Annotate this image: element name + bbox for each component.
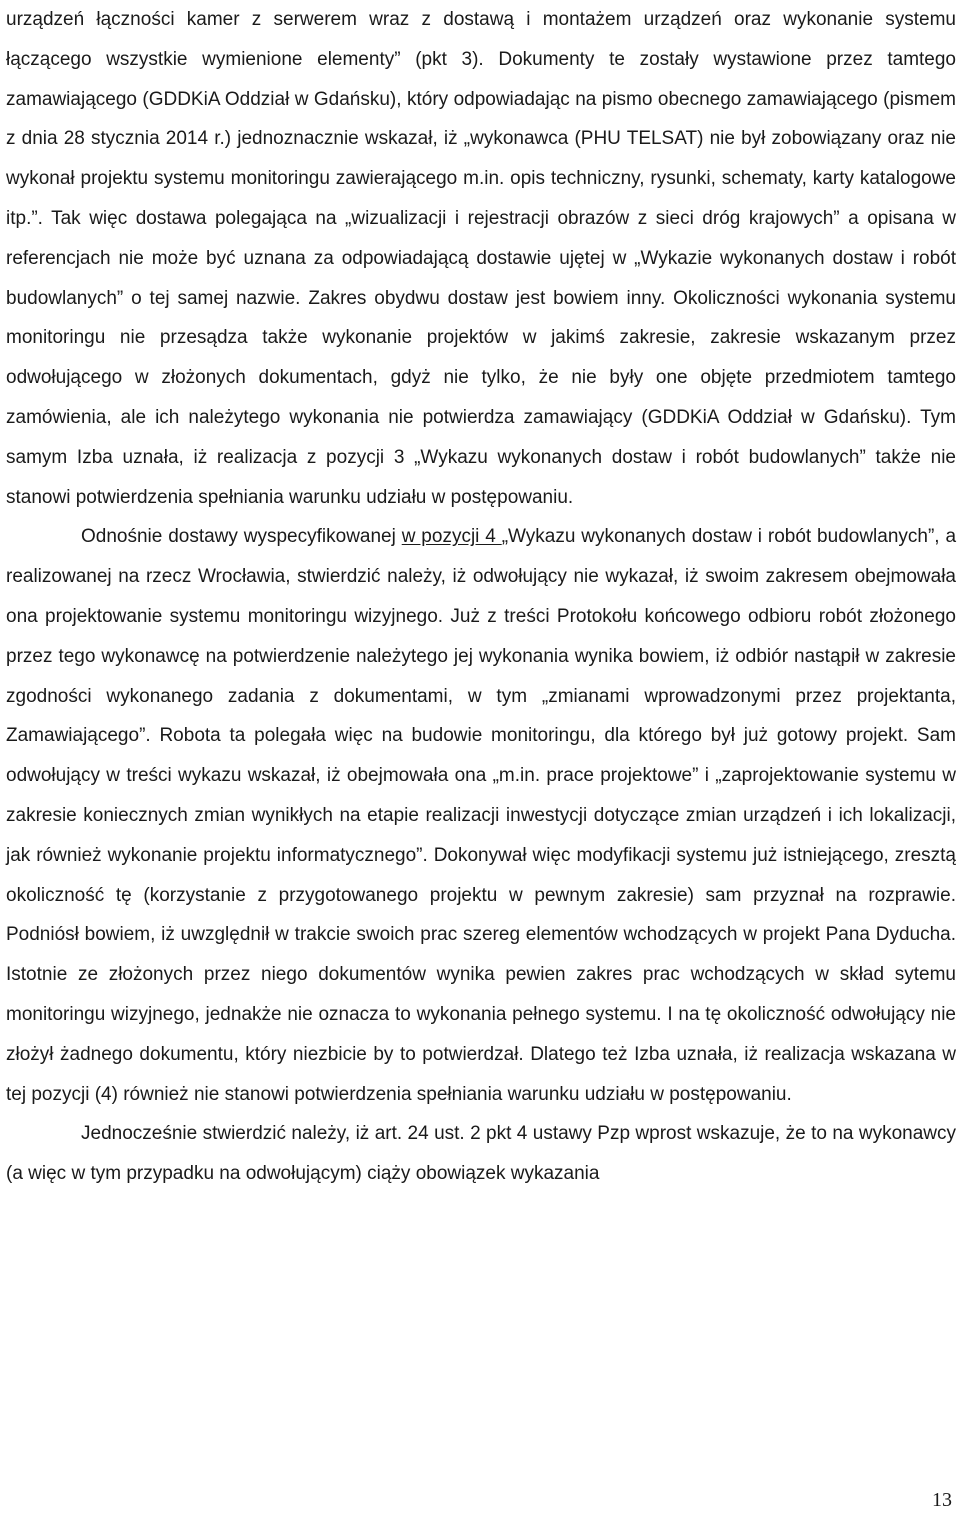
paragraph-3: Jednocześnie stwierdzić należy, iż art. 24 ust. 2 pkt 4 ustawy Pzp wprost wskazuje, że to na wykonawcy (a więc w tym przypadku na odwołującym) ciąży obowiązek wykazania (6, 1123, 956, 1185)
paragraph-1: urządzeń łączności kamer z serwerem wraz z dostawą i montażem urządzeń oraz wykonanie systemu łączącego wszystkie wymienione elementy” (pkt 3). Dokumenty te zostały wystawione przez tamtego zamawiającego (GDDKiA Oddział w Gdańsku), który odpowiadając na pismo obecnego zamawiającego (pismem z dnia 28 stycznia 2014 r.) jednoznacznie wskazał, iż „wykonawca (PHU TELSAT) nie był zobowiązany oraz nie wykonał projektu systemu monitoringu zawierającego m.in. opis techniczny, rysunki, schematy, karty katalogowe itp.”. Tak więc dostawa polegająca na „wizualizacji i rejestracji obrazów z sieci dróg krajowych” a opisana w referencjach nie może być uznana za odpowiadającą dostawie ujętej w „Wykazie wykonanych dostaw i robót budowlanych” o tej samej nazwie. Zakres obydwu dostaw jest bowiem inny. Okoliczności wykonania systemu monitoringu nie przesądza także wykonanie projektów w jakimś zakresie, zakresie wskazanym przez odwołującego w złożonych dokumentach, gdyż nie tylko, że nie były one objęte przedmiotem tamtego zamówienia, ale ich należytego wykonania nie potwierdza zamawiający (GDDKiA Oddział w Gdańsku). Tym samym Izba uznała, iż realizacja z pozycji 3 „Wykazu wykonanych dostaw i robót budowlanych” także nie stanowi potwierdzenia spełniania warunku udziału w postępowaniu. (6, 9, 956, 508)
page-number: 13 (932, 1489, 952, 1511)
paragraph-2-rest: „Wykazu wykonanych dostaw i robót budowlanych”, a realizowanej na rzecz Wrocławia, stwierdzić należy, iż odwołujący nie wykazał, iż swoim zakresem obejmowała ona projektowanie systemu monitoringu wizyjnego. Już z treści Protokołu końcowego odbioru robót złożonego przez tego wykonawcę na potwierdzenie należytego jej wykonania wynika bowiem, iż odbiór nastąpił w zakresie zgodności wykonanego zadania z dokumentami, w tym „zmianami wprowadzonymi przez projektanta, Zamawiającego”. Robota ta polegała więc na budowie monitoringu, dla którego był już gotowy projekt. Sam odwołujący w treści wykazu wskazał, iż obejmowała ona „m.in. prace projektowe” i „zaprojektowanie systemu w zakresie koniecznych zmian wynikłych na etapie realizacji inwestycji dotyczące zmian urządzeń i ich lokalizacji, jak również wykonanie projektu informatycznego”. Dokonywał więc modyfikacji systemu już istniejącego, zresztą okoliczność tę (korzystanie z przygotowanego projektu w pewnym zakresie) sam przyznał na rozprawie. Podniósł bowiem, iż uwzględnił w trakcie swoich prac szereg elementów wchodzących w projekt Pana Dyducha. Istotnie ze złożonych przez niego dokumentów wynika pewien zakres prac wchodzących w skład sytemu monitoringu wizyjnego, jednakże nie oznacza to wykonania pełnego systemu. I na tę okoliczność odwołujący nie złożył żadnego dokumentu, który niezbicie by to potwierdzał. Dlatego też Izba uznała, iż realizacja wskazana w tej pozycji (4) również nie stanowi potwierdzenia spełniania warunku udziału w postępowaniu. (6, 526, 957, 1105)
document-page (6, 0, 956, 1194)
paragraph-2 (6, 517, 956, 1114)
underlined-position-reference: w pozycji 4 (401, 526, 502, 548)
paragraph-2-start: Odnośnie dostawy wyspecyfikowanej (81, 526, 402, 548)
